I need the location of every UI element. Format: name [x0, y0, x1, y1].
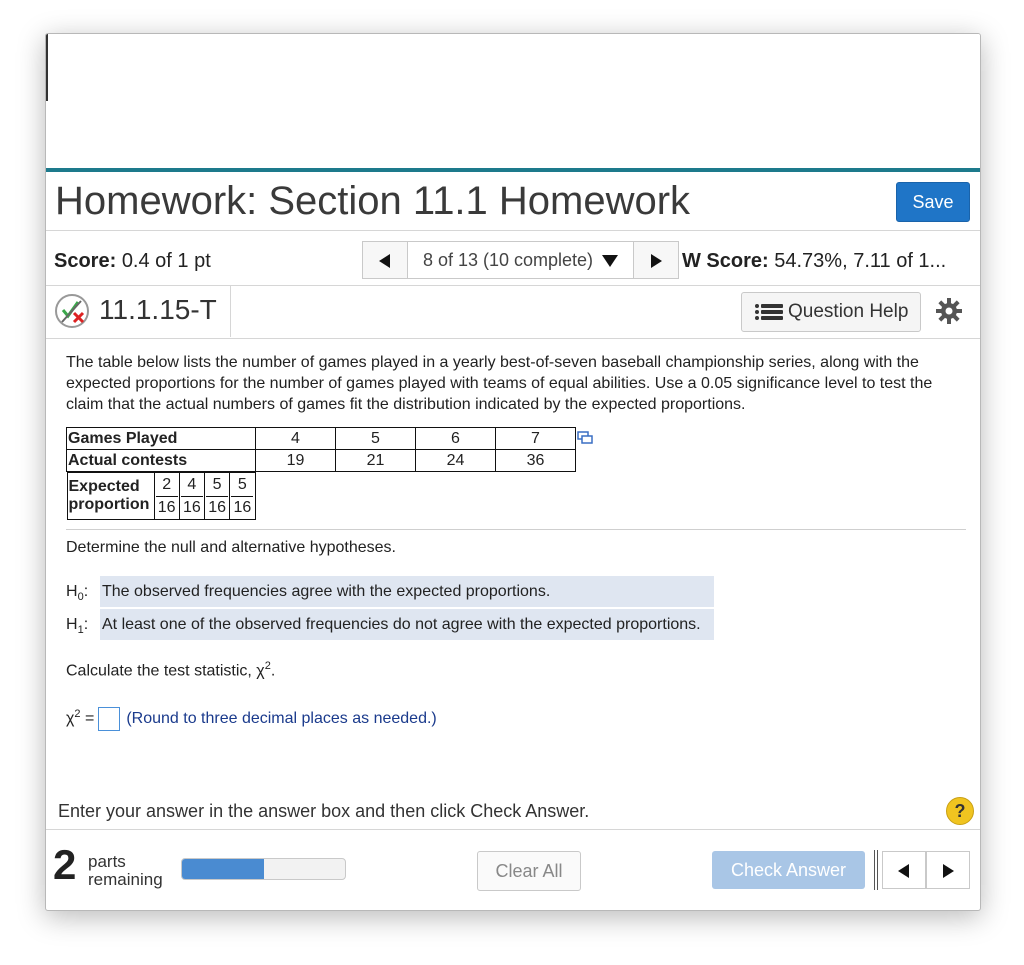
- fraction-numerator: 2: [162, 475, 172, 493]
- divider: [46, 829, 980, 830]
- fraction-numerator: 5: [237, 475, 247, 493]
- copy-table-icon[interactable]: [577, 431, 593, 445]
- fraction-denominator: 16: [182, 498, 201, 516]
- hypotheses-prompt: Determine the null and alternative hypotheses.: [66, 539, 396, 556]
- h0-answer-field[interactable]: The observed frequencies agree with the expected proportions.: [100, 576, 714, 607]
- question-position-label: 8 of 13 (10 complete): [422, 250, 594, 270]
- caret-down-icon: [602, 255, 618, 267]
- table-row: [67, 450, 576, 472]
- help-question-icon[interactable]: ?: [946, 797, 974, 825]
- gear-icon[interactable]: [936, 298, 962, 324]
- h0-symbol: $H_0$:: [66, 583, 89, 604]
- previous-question-button[interactable]: [362, 241, 408, 279]
- table-cell: 7: [496, 428, 576, 450]
- score-value: 0.4 of 1 pt: [121, 250, 211, 272]
- fraction-numerator: 4: [187, 475, 197, 493]
- divider: [66, 529, 966, 530]
- chi-square-input[interactable]: [98, 707, 120, 731]
- test-statistic-prompt: Calculate the test statistic, $\chi^2$.: [66, 660, 276, 680]
- fraction: [231, 476, 253, 517]
- table-cell: 19: [256, 450, 336, 472]
- triangle-left-icon: [379, 254, 391, 268]
- list-icon: [754, 303, 786, 321]
- table-cell: 36: [496, 450, 576, 472]
- table-cell: [154, 473, 179, 520]
- question-position-dropdown[interactable]: [407, 241, 634, 279]
- null-hypothesis-row: [66, 576, 551, 607]
- parts-progress-bar: [181, 858, 346, 880]
- page-title: Homework: Section 11.1 Homework: [55, 179, 691, 223]
- fraction-denominator: 16: [208, 498, 226, 516]
- instruction-text: Enter your answer in the answer box and then click Check Answer.: [58, 801, 590, 821]
- hw-score-value: 54.73%, 7.11 of 1...: [774, 250, 947, 272]
- header-accent-bar: [46, 168, 980, 172]
- parts-remaining-count: 2: [53, 841, 77, 888]
- homework-window: [45, 33, 981, 911]
- triangle-left-icon: [898, 864, 910, 878]
- partial-credit-icon: [54, 293, 90, 329]
- divider: [46, 230, 980, 231]
- alt-hypothesis-row: [66, 609, 701, 640]
- chi-square-answer-row: $\chi^2$ = (Round to three decimal places as needed.): [66, 707, 437, 731]
- table-cell: [179, 473, 204, 520]
- divider: [874, 850, 878, 890]
- top-blank-area: [46, 34, 980, 168]
- fraction-denominator: 16: [233, 498, 252, 516]
- problem-statement: The table below lists the number of games played in a yearly best-of-seven baseball championship series, along with the expected proportions for the number of games played with teams of equal abilities. Use a 0.05 significance level to test the claim that the actual numbers of games fit the distribution indicated by the expected proportions.: [66, 354, 933, 413]
- progress-fill: [182, 859, 264, 879]
- fraction-numerator: 5: [212, 475, 222, 493]
- table-cell: [230, 473, 255, 520]
- text-cursor: [46, 34, 48, 101]
- h1-symbol: $H_1$:: [66, 616, 89, 637]
- fraction: [156, 476, 178, 517]
- fraction: [206, 476, 228, 517]
- hw-score-display: [682, 250, 946, 273]
- table-header-cell: Games Played: [67, 428, 256, 450]
- save-button[interactable]: Save: [896, 182, 970, 222]
- table-header-cell: Actual contests: [67, 450, 256, 472]
- next-question-button[interactable]: [926, 851, 970, 889]
- clear-all-button[interactable]: Clear All: [477, 851, 581, 891]
- triangle-right-icon: [650, 254, 662, 268]
- check-answer-button[interactable]: Check Answer: [712, 851, 865, 889]
- previous-question-button[interactable]: [882, 851, 926, 889]
- table-cell: 21: [336, 450, 416, 472]
- table-row: [67, 428, 576, 450]
- score-display: [54, 250, 211, 273]
- table-cell: 6: [416, 428, 496, 450]
- table-cell: [205, 473, 230, 520]
- score-label: Score:: [54, 250, 117, 272]
- table-cell: 24: [416, 450, 496, 472]
- table-header-cell: Expected proportion: [67, 473, 154, 520]
- h1-answer-field[interactable]: At least one of the observed frequencies do not agree with the expected proportions.: [100, 609, 714, 640]
- table-cell: 4: [256, 428, 336, 450]
- divider: [46, 338, 980, 339]
- divider: [46, 285, 980, 286]
- hw-score-label: W Score:: [682, 250, 769, 272]
- table-row: [67, 472, 256, 520]
- table-cell: 5: [336, 428, 416, 450]
- next-question-button[interactable]: [633, 241, 679, 279]
- problem-content: [66, 352, 956, 415]
- divider: [230, 285, 231, 337]
- question-help-button[interactable]: [741, 292, 921, 332]
- question-id: 11.1.15-T: [99, 294, 217, 325]
- fraction: [181, 476, 203, 517]
- parts-remaining-label: parts remaining: [88, 852, 163, 889]
- question-help-label: Question Help: [788, 301, 909, 322]
- triangle-right-icon: [942, 864, 954, 878]
- games-table: [66, 427, 576, 520]
- rounding-note: (Round to three decimal places as needed.): [126, 710, 437, 728]
- fraction-denominator: 16: [157, 498, 176, 516]
